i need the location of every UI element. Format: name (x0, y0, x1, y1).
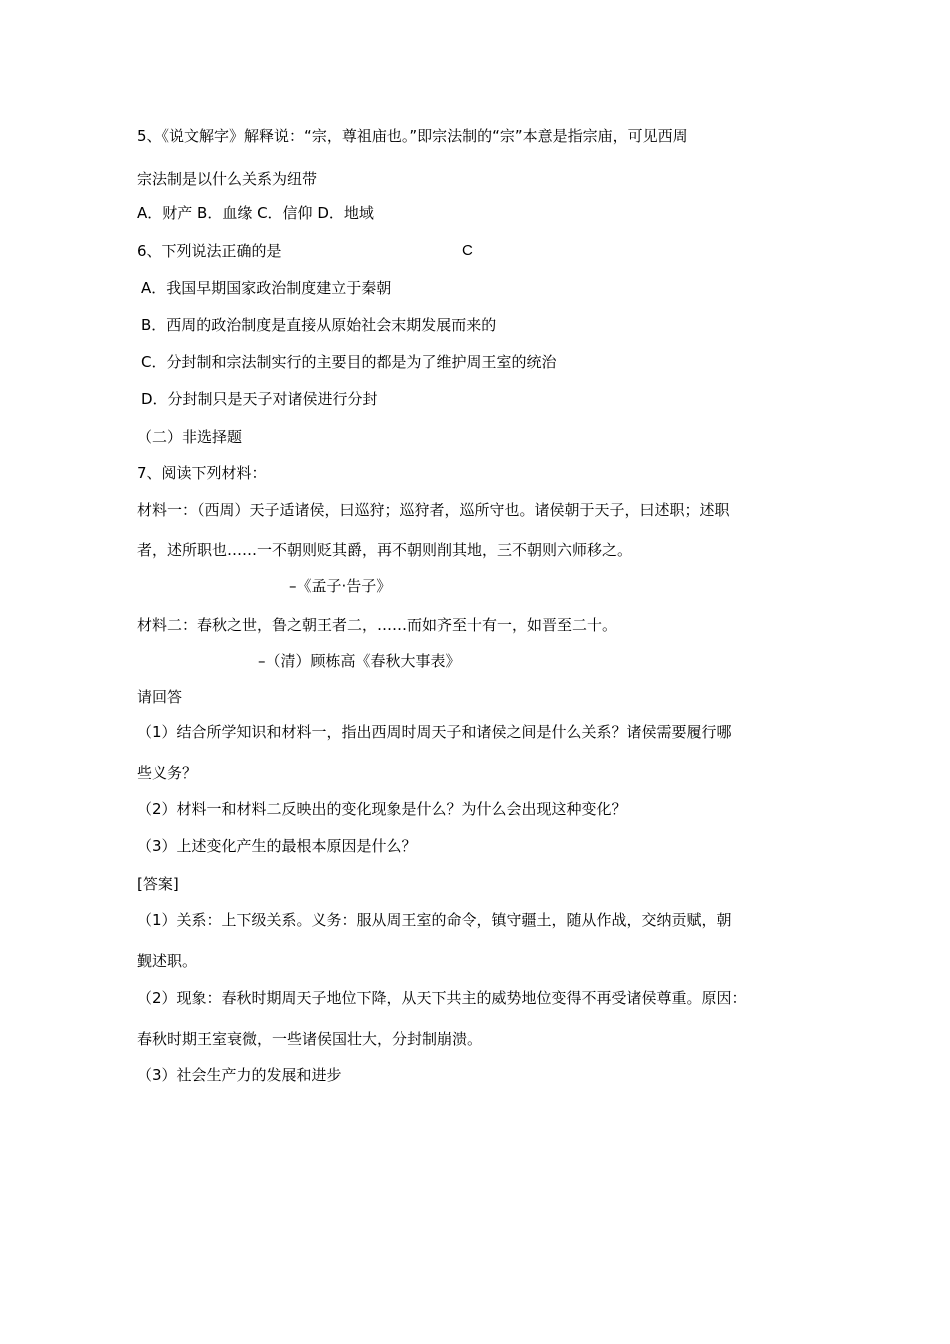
answer-2-line-2: 春秋时期王室衰微，一些诸侯国壮大，分封制崩溃。 (137, 1030, 483, 1048)
q7-stem: 7、阅读下列材料： (137, 464, 267, 482)
material-2-line-1: 材料二：春秋之世，鲁之朝王者二，……而如齐至十有一，如晋至二十。 (137, 616, 618, 634)
sub-question-1-line-2: 些义务？ (137, 764, 198, 782)
sub-question-1-line-1: （1）结合所学知识和材料一，指出西周时周天子和诸侯之间是什么关系？诸侯需要履行哪 (137, 723, 732, 741)
q6-option-a: A．我国早期国家政治制度建立于秦朝 (141, 279, 392, 297)
answer-2-line-1: （2）现象：春秋时期周天子地位下降，从天下共主的威势地位变得不再受诸侯尊重。原因： (137, 989, 747, 1007)
material-1-line-2: 者，述所职也……一不朝则贬其爵，再不朝则削其地，三不朝则六师移之。 (137, 541, 633, 559)
answer-3: （3）社会生产力的发展和进步 (137, 1066, 342, 1084)
answer-label: [答案] (137, 875, 179, 893)
material-2-source: –（清）顾栋高《春秋大事表》 (258, 652, 461, 670)
material-1-source: –《孟子·告子》 (289, 577, 392, 595)
q6-option-c: C．分封制和宗法制实行的主要目的都是为了维护周王室的统治 (141, 353, 557, 371)
material-1-line-1: 材料一：（西周）天子适诸侯，曰巡狩；巡狩者，巡所守也。诸侯朝于天子，曰述职；述职 (137, 501, 730, 519)
sub-question-3: （3）上述变化产生的最根本原因是什么？ (137, 837, 417, 855)
answer-1-line-1: （1）关系：上下级关系。义务：服从周王室的命令，镇守疆土，随从作战，交纳贡赋，朝 (137, 911, 732, 929)
q6-answer: C (462, 242, 473, 259)
q6-stem: 6、下列说法正确的是 (137, 242, 282, 260)
q6-option-d: D．分封制只是天子对诸侯进行分封 (141, 390, 378, 408)
prompt-answer: 请回答 (137, 688, 183, 706)
q5-stem-line-1: 5、《说文解字》解释说：“宗，尊祖庙也。”即宗法制的“宗”本意是指宗庙，可见西周 (137, 127, 688, 145)
q5-stem-line-2: 宗法制是以什么关系为纽带 (137, 170, 318, 188)
answer-1-line-2: 觐述职。 (137, 952, 198, 970)
q5-options: A．财产 B．血缘 C．信仰 D．地域 (137, 204, 374, 222)
q6-option-b: B．西周的政治制度是直接从原始社会末期发展而来的 (141, 316, 497, 334)
section-heading: （二）非选择题 (137, 428, 243, 446)
sub-question-2: （2）材料一和材料二反映出的变化现象是什么？为什么会出现这种变化？ (137, 800, 627, 818)
